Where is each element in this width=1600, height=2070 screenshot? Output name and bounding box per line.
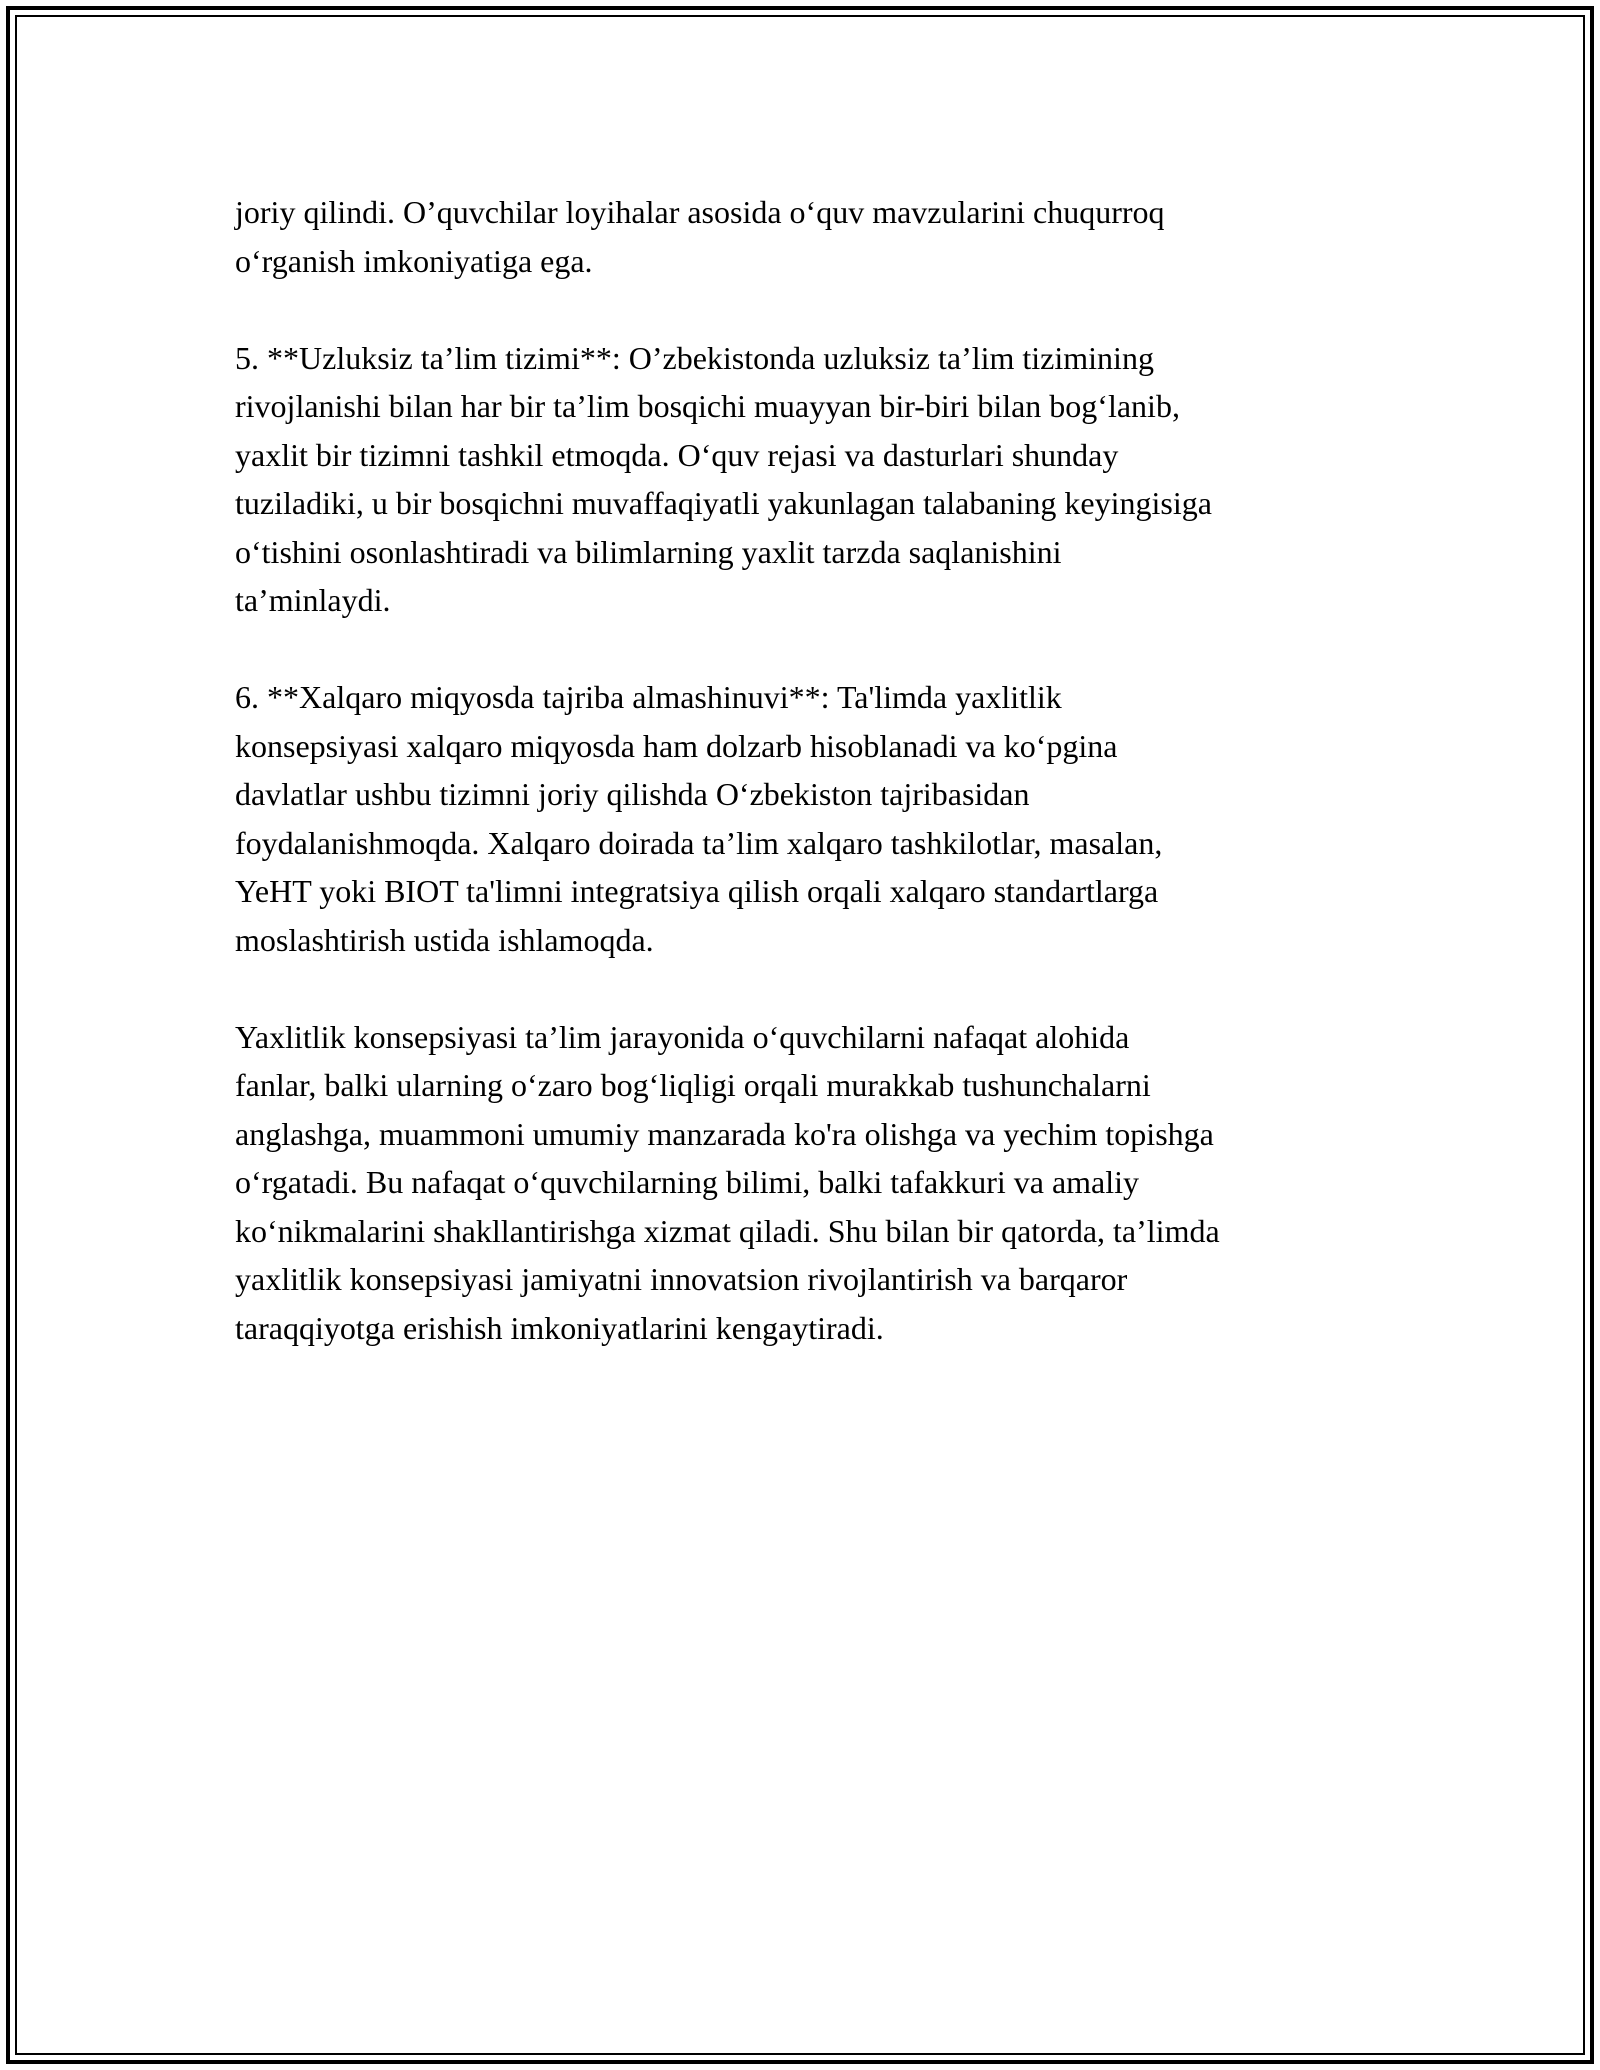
- text-line: joriy qilindi. O’quvchilar loyihalar asosida o‘quv mavzularini chuqurroq: [235, 194, 1165, 230]
- text-line: yaxlit bir tizimni tashkil etmoqda. O‘quv rejasi va dasturlari shunday: [235, 436, 1119, 473]
- paragraph-item-5: [235, 334, 1370, 625]
- paragraph-item-6: [235, 673, 1370, 964]
- text-line: moslashtirish ustida ishlamoqda.: [235, 921, 654, 958]
- text-line: taraqqiyotga erishish imkoniyatlarini kengaytiradi.: [235, 1309, 884, 1346]
- text-line: o‘tishini osonlashtiradi va bilimlarning yaxlit tarzda saqlanishini: [235, 533, 1062, 570]
- text-line: foydalanishmoqda. Xalqaro doirada ta’lim xalqaro tashkilotlar, masalan,: [235, 824, 1163, 861]
- text-line: ta’minlaydi.: [235, 582, 391, 618]
- text-line: anglashga, muammoni umumiy manzarada ko'ra olishga va yechim topishga: [235, 1115, 1214, 1152]
- text-line: YeHT yoki BIOT ta'limni integratsiya qilish orqali xalqaro standartlarga: [235, 873, 1159, 909]
- text-line: o‘rgatadi. Bu nafaqat o‘quvchilarning bilimi, balki tafakkuri va amaliy: [235, 1164, 1140, 1200]
- text-line: 5. **Uzluksiz ta’lim tizimi**: O’zbekistonda uzluksiz ta’lim tizimining: [235, 339, 1154, 376]
- text-line: o‘rganish imkoniyatiga ega.: [235, 242, 593, 279]
- text-line: ko‘nikmalarini shakllantirishga xizmat qiladi. Shu bilan bir qatorda, ta’limda: [235, 1212, 1220, 1249]
- paragraph-continuation: [235, 188, 1370, 285]
- text-line: fanlar, balki ularning o‘zaro bog‘liqligi orqali murakkab tushunchalarni: [235, 1067, 1151, 1103]
- text-line: konsepsiyasi xalqaro miqyosda ham dolzarb hisoblanadi va ko‘pgina: [235, 727, 1118, 764]
- paragraph-conclusion: [235, 1013, 1370, 1353]
- text-line: rivojlanishi bilan har bir ta’lim bosqichi muayyan bir-biri bilan bog‘lanib,: [235, 388, 1180, 424]
- text-line: Yaxlitlik konsepsiyasi ta’lim jarayonida o‘quvchilarni nafaqat alohida: [235, 1018, 1130, 1055]
- text-line: yaxlitlik konsepsiyasi jamiyatni innovatsion rivojlantirish va barqaror: [235, 1261, 1128, 1297]
- text-line: tuziladiki, u bir bosqichni muvaffaqiyatli yakunlagan talabaning keyingisiga: [235, 485, 1212, 521]
- document-body: [235, 188, 1370, 1401]
- text-line: 6. **Xalqaro miqyosda tajriba almashinuvi**: Ta'limda yaxlitlik: [235, 679, 1062, 715]
- text-line: davlatlar ushbu tizimni joriy qilishda O‘zbekiston tajribasidan: [235, 776, 1030, 812]
